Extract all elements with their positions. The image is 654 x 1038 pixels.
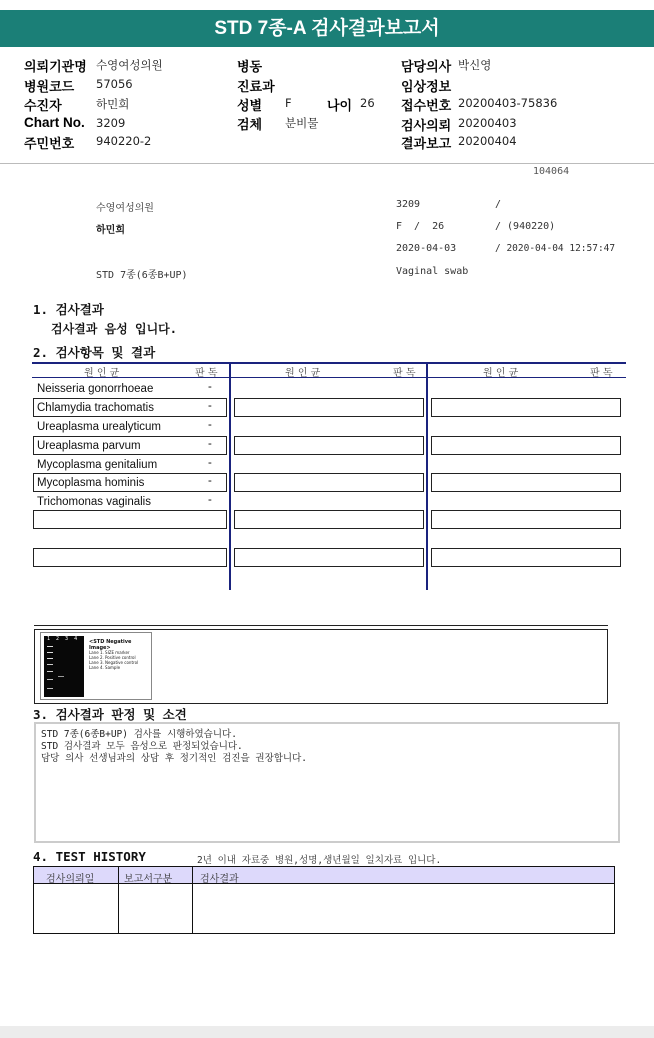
- history-divider-1: [118, 866, 119, 934]
- opinion-line: STD 검사결과 모두 음성으로 판정되었습니다.: [41, 741, 243, 752]
- chart-no-value: 3209: [96, 116, 126, 130]
- gel-image: [44, 636, 84, 697]
- hospital-code-value: 57056: [96, 77, 133, 91]
- section4-title: 4. TEST HISTORY: [33, 849, 146, 864]
- info-sex-age: F / 26: [396, 221, 445, 232]
- row-box: [431, 548, 621, 567]
- report-date-value: 20200404: [458, 134, 517, 148]
- report-title: STD 7종-A 검사결과보고서: [0, 10, 654, 47]
- resident-no-label: 주민번호: [24, 137, 75, 152]
- stamp-code: 104064: [533, 166, 570, 177]
- organism-name: Ureaplasma parvum: [37, 440, 141, 452]
- doctor-label: 담당의사: [401, 60, 452, 75]
- gel-legend-item: Lane 2. Positive control: [89, 655, 136, 660]
- history-divider-2: [192, 866, 193, 934]
- col-result-1: 판 독: [195, 368, 218, 379]
- specimen-value: 분비물: [285, 116, 319, 130]
- organism-result: -: [208, 400, 212, 412]
- opinion-line: STD 7종(6종B+UP) 검사를 시행하였습니다.: [41, 729, 237, 740]
- organism-name: Ureaplasma urealyticum: [37, 421, 161, 433]
- organism-name: Trichomonas vaginalis: [37, 496, 151, 508]
- row-box: [431, 510, 621, 529]
- table-divider-2: [426, 364, 428, 590]
- organism-name: Mycoplasma hominis: [37, 477, 145, 489]
- row-box: [431, 398, 621, 417]
- table-top-border: [32, 362, 626, 364]
- organism-result: -: [208, 419, 212, 431]
- sex-value: F: [285, 96, 292, 110]
- col-organism-1: 원 인 균: [84, 368, 120, 379]
- section1-title: 1. 검사결과: [33, 302, 104, 317]
- col-organism-2: 원 인 균: [285, 368, 321, 379]
- request-date-value: 20200403: [458, 116, 517, 130]
- gel-legend-item: Lane 1. SIZE marker: [89, 650, 130, 655]
- opinion-line: 담당 의사 선생님과의 상담 후 정기적인 검진을 권장합니다.: [41, 753, 308, 764]
- col-organism-3: 원 인 균: [483, 368, 519, 379]
- clinical-info-label: 임상정보: [401, 80, 452, 95]
- dept-label: 진료과: [237, 80, 275, 95]
- history-col-date: 검사의뢰일: [46, 874, 95, 885]
- gel-legend: [89, 650, 138, 670]
- history-col-result: 검사결과: [200, 874, 239, 885]
- organism-name: Mycoplasma genitalium: [37, 459, 158, 471]
- info-request-date: 2020-04-03: [396, 243, 457, 254]
- row-box: [431, 473, 621, 492]
- col-result-3: 판 독: [590, 368, 613, 379]
- hospital-code-label: 병원코드: [24, 80, 75, 95]
- row-box: [234, 398, 424, 417]
- specimen-label: 검체: [237, 118, 263, 133]
- info-test-name: STD 7종(6종B+UP): [96, 270, 188, 281]
- age-label: 나이: [327, 99, 353, 114]
- patient-value: 하민희: [96, 97, 130, 111]
- patient-label: 수진자: [24, 99, 62, 114]
- section3-title: 3. 검사결과 판정 및 소견: [33, 707, 187, 722]
- info-chart: 3209: [396, 199, 421, 210]
- organism-result: -: [208, 494, 212, 506]
- info-institution: 수영여성의원: [96, 203, 154, 214]
- history-body: [33, 884, 615, 934]
- receipt-no-value: 20200403-75836: [458, 96, 558, 110]
- gel-legend-item: Lane 4. Sample: [89, 665, 121, 670]
- history-note: 2년 이내 자료중 병원,성명,생년월일 일치자료 입니다.: [197, 855, 442, 866]
- request-date-label: 검사의뢰: [401, 119, 452, 134]
- organism-result: -: [208, 457, 212, 469]
- gel-image-frame: [40, 632, 152, 700]
- table-divider-1: [229, 364, 231, 590]
- organism-name: Neisseria gonorrhoeae: [37, 383, 154, 395]
- sex-label: 성별: [237, 99, 263, 114]
- info-patient: 하민희: [96, 225, 125, 236]
- organism-result: -: [208, 438, 212, 450]
- resident-no-value: 940220-2: [96, 134, 152, 148]
- row-box: [234, 510, 424, 529]
- gel-title: <STD Negative Image>: [89, 639, 132, 651]
- gel-legend-item: Lane 3. Negative control: [89, 660, 139, 665]
- history-header-row: [33, 866, 615, 884]
- receipt-no-label: 접수번호: [401, 99, 452, 114]
- institution-label: 의뢰기관명: [24, 60, 87, 75]
- info-resident: / (940220): [495, 221, 556, 232]
- info-specimen: Vaginal swab: [396, 266, 469, 277]
- organism-result: -: [208, 475, 212, 487]
- row-box: [234, 473, 424, 492]
- report-date-label: 결과보고: [401, 137, 452, 152]
- table-header-border: [32, 377, 626, 378]
- row-box: [33, 548, 227, 567]
- gel-top-line: [34, 625, 608, 626]
- institution-value: 수영여성의원: [96, 58, 163, 72]
- age-value: 26: [360, 96, 375, 110]
- footer-strip: [0, 1026, 654, 1038]
- row-box: [234, 436, 424, 455]
- gel-lane-labels: 1 2 3 4: [47, 636, 78, 642]
- doctor-value: 박신영: [458, 58, 492, 72]
- row-box: [33, 510, 227, 529]
- section1-result: 검사결과 음성 입니다.: [51, 322, 178, 336]
- col-result-2: 판 독: [393, 368, 416, 379]
- row-box: [234, 548, 424, 567]
- organism-result: -: [208, 381, 212, 393]
- section2-title: 2. 검사항목 및 결과: [33, 345, 156, 360]
- row-box: [431, 436, 621, 455]
- organism-name: Chlamydia trachomatis: [37, 402, 154, 414]
- ward-label: 병동: [237, 60, 263, 75]
- history-col-type: 보고서구분: [124, 874, 173, 885]
- info-report-datetime: / 2020-04-04 12:57:47: [495, 243, 616, 254]
- chart-no-label: Chart No.: [24, 115, 85, 130]
- info-slash: /: [495, 199, 502, 210]
